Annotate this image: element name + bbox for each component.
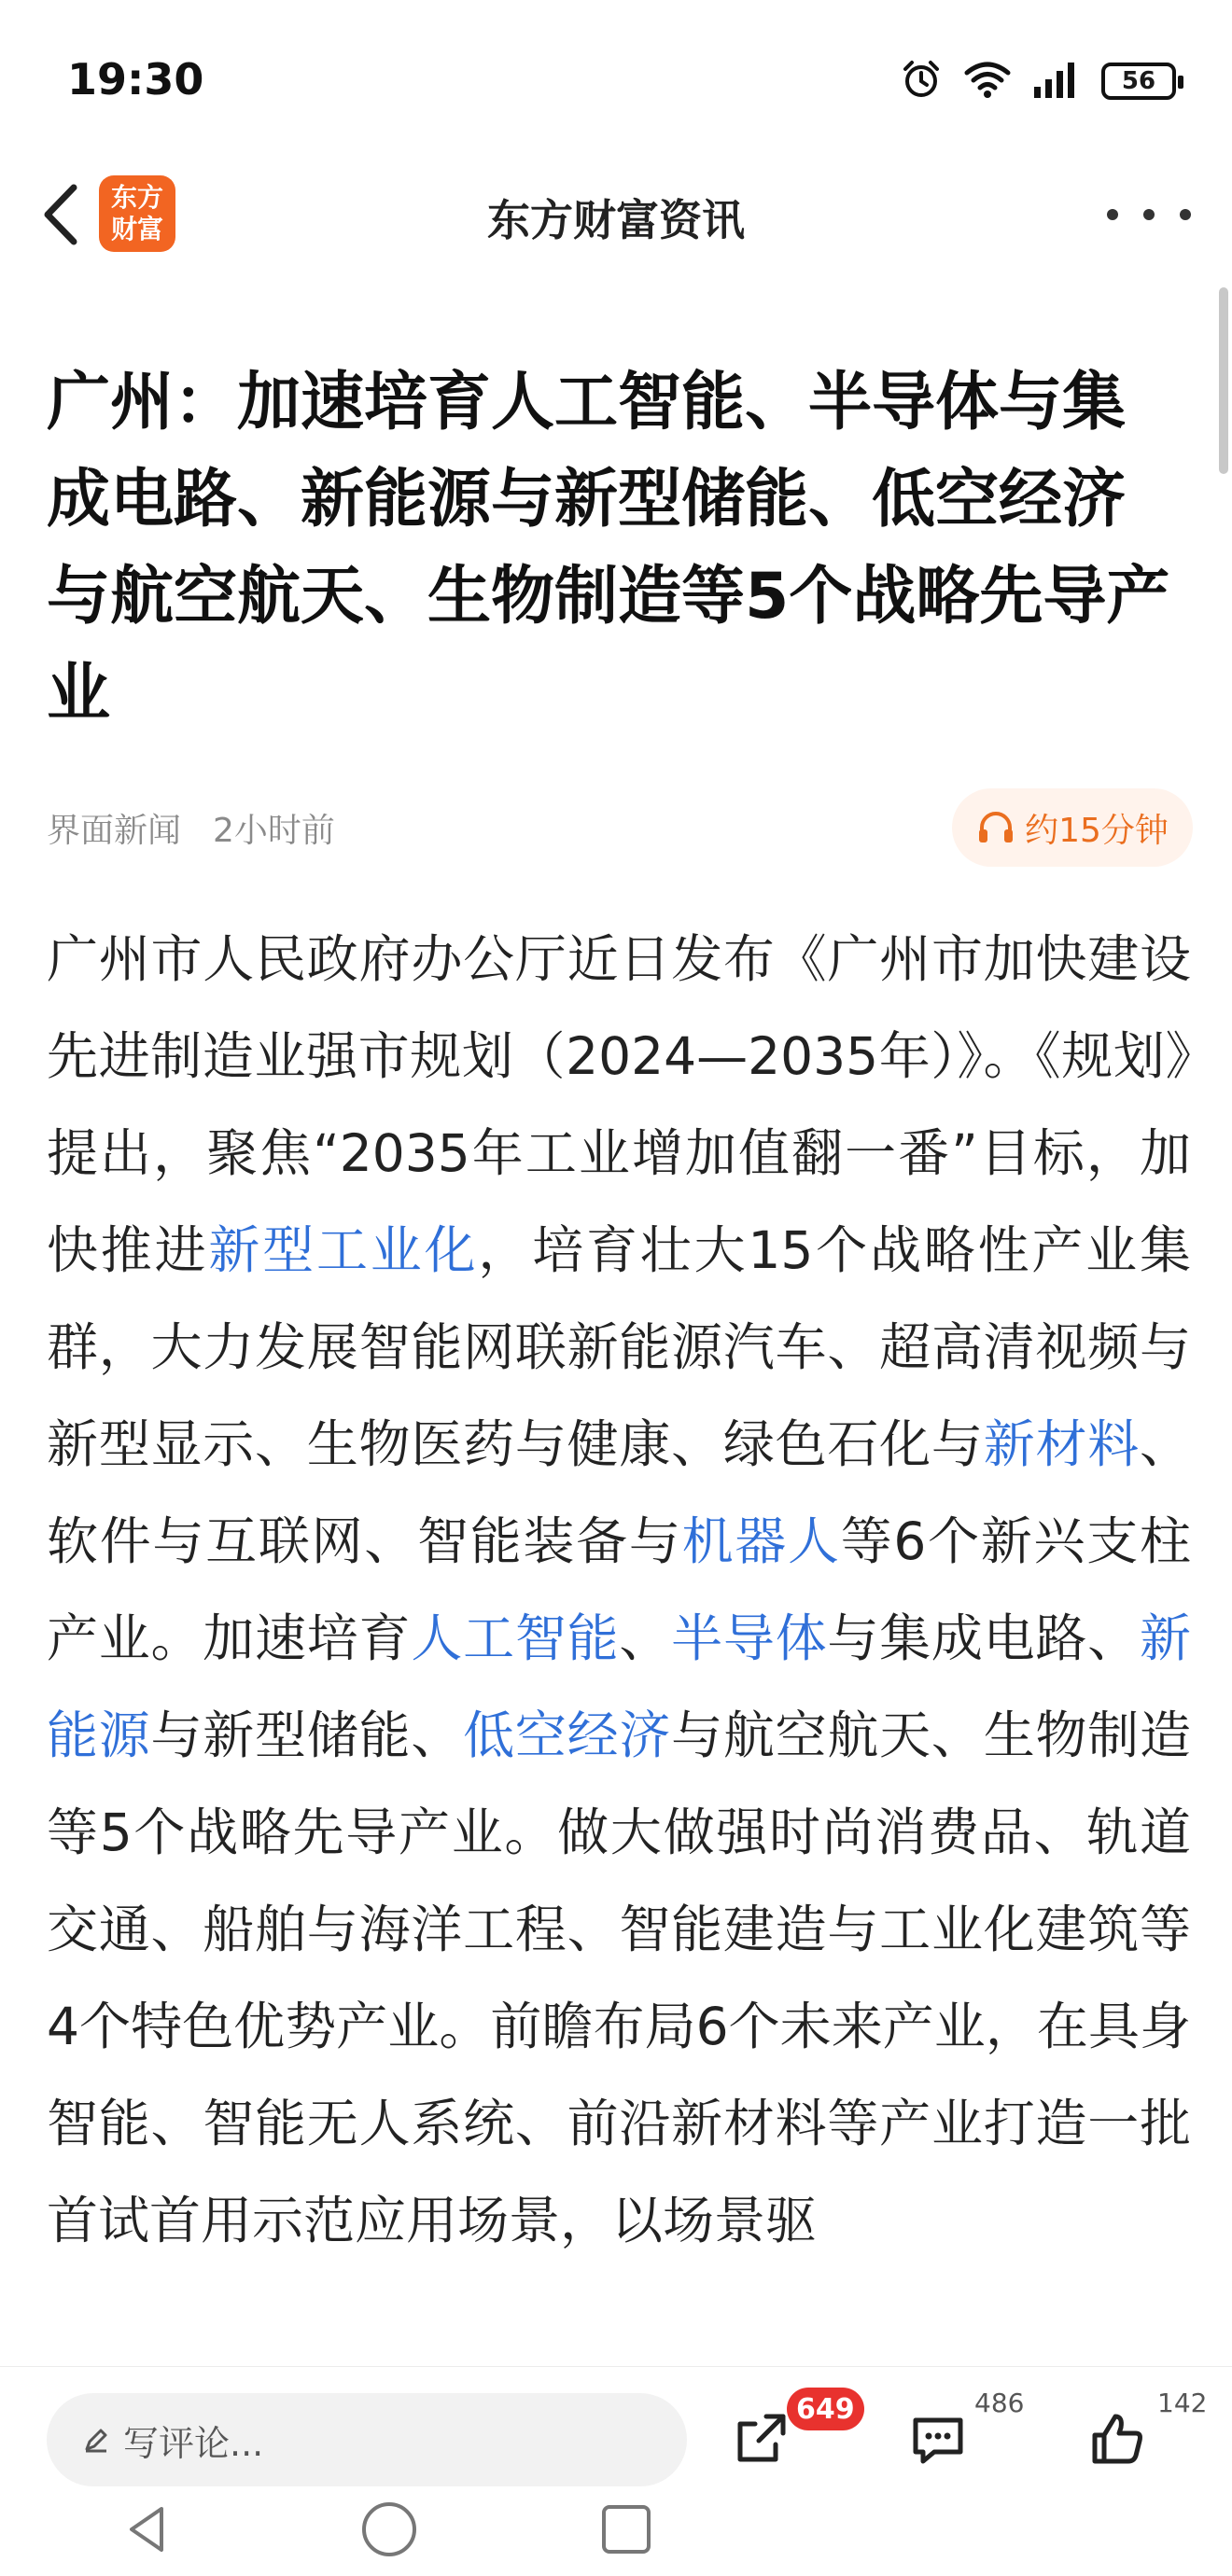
body-text: 与集成电路、 [827,1608,1140,1668]
comment-count: 486 [974,2388,1025,2418]
keyword-link[interactable]: 低空经济 [463,1706,672,1765]
battery-icon [1101,63,1176,100]
body-text: 与新型储能、 [150,1706,464,1765]
system-nav-bar [0,2482,1232,2575]
circle-home-icon [359,2499,419,2559]
body-text: 与航空航天、生物制造等5个战略先导产业。做大做强时尚消费品、轨道交通、船舶与海洋工程、智能建造与工业化建筑等4个特色优势产业。前瞻布局6个未来产业，在具身智能、智能无人系统、前沿新材料等产业打造一批首试首用示范应用场景，以场景驱 [47,1706,1191,2250]
nav-recents-button[interactable] [594,2497,659,2562]
comments-button[interactable] [896,2397,980,2481]
thumbs-up-icon [1087,2409,1147,2469]
header-title: 东方财富资讯 [487,195,745,245]
listen-button[interactable] [952,788,1193,867]
listen-duration: 约15分钟 [1025,811,1169,850]
article-title: 广州：加速培育人工智能、半导体与集成电路、新能源与新型储能、低空经济与航空航天、生物制造等5个战略先导产业 [47,366,1170,731]
like-button[interactable] [1075,2397,1159,2481]
comment-input[interactable] [47,2393,687,2486]
article-time: 2小时前 [213,812,335,850]
status-icons [900,58,1176,104]
keyword-link[interactable]: 人工智能 [411,1608,620,1668]
scrollbar-thumb[interactable] [1219,287,1228,474]
comment-placeholder: 写评论... [123,2422,264,2464]
signal-icon [1032,61,1081,102]
keyword-link[interactable]: 新能源 [47,1608,1191,1765]
status-bar [0,0,1232,159]
status-time: 19:30 [67,54,204,104]
body-text: 、 [619,1608,672,1668]
alarm-icon [900,58,943,104]
article-meta [47,804,335,852]
article-source[interactable]: 界面新闻 [47,812,182,850]
body-text: ，培育壮大15个战略性产业集群，大力发展智能网联新能源汽车、超高清视频与新型显示、生物医药与健康、绿色石化与 [47,1220,1191,1474]
share-icon [731,2409,791,2469]
comment-icon [908,2409,968,2469]
nav-home-button[interactable] [357,2497,422,2562]
wifi-icon [963,60,1012,103]
keyword-link[interactable]: 新型工业化 [208,1220,479,1280]
body-text: 广州市人民政府办公厅近日发布《广州市加快建设先进制造业强市规划（2024—2035年）》。《规划》提出，聚焦“2035年工业增加值翻一番”目标，加快推进 [47,929,1191,1280]
keyword-link[interactable]: 机器人 [681,1511,841,1571]
body-text: 、软件与互联网、智能装备与 [47,1414,1191,1571]
headphones-icon [976,809,1015,846]
battery-level: 56 [1121,67,1156,95]
more-dot-icon [1180,209,1191,220]
keyword-link[interactable]: 半导体 [671,1608,828,1668]
like-count: 142 [1157,2388,1208,2418]
more-dot-icon [1143,209,1155,220]
more-dot-icon [1107,209,1118,220]
app-header [0,159,1232,271]
keyword-link[interactable]: 新材料 [983,1414,1140,1474]
logo-line1: 东方 [110,182,163,213]
square-recents-icon [598,2501,654,2557]
article-body [47,911,1191,2269]
triangle-back-icon [120,2501,176,2557]
body-text: 等6个新兴支柱产业。加速培育 [47,1511,1191,1668]
more-options-button[interactable] [1107,196,1191,233]
nav-back-button[interactable] [116,2497,181,2562]
pencil-icon [82,2426,110,2454]
share-count-badge: 649 [787,2388,864,2430]
logo-line2: 财富 [110,214,163,244]
